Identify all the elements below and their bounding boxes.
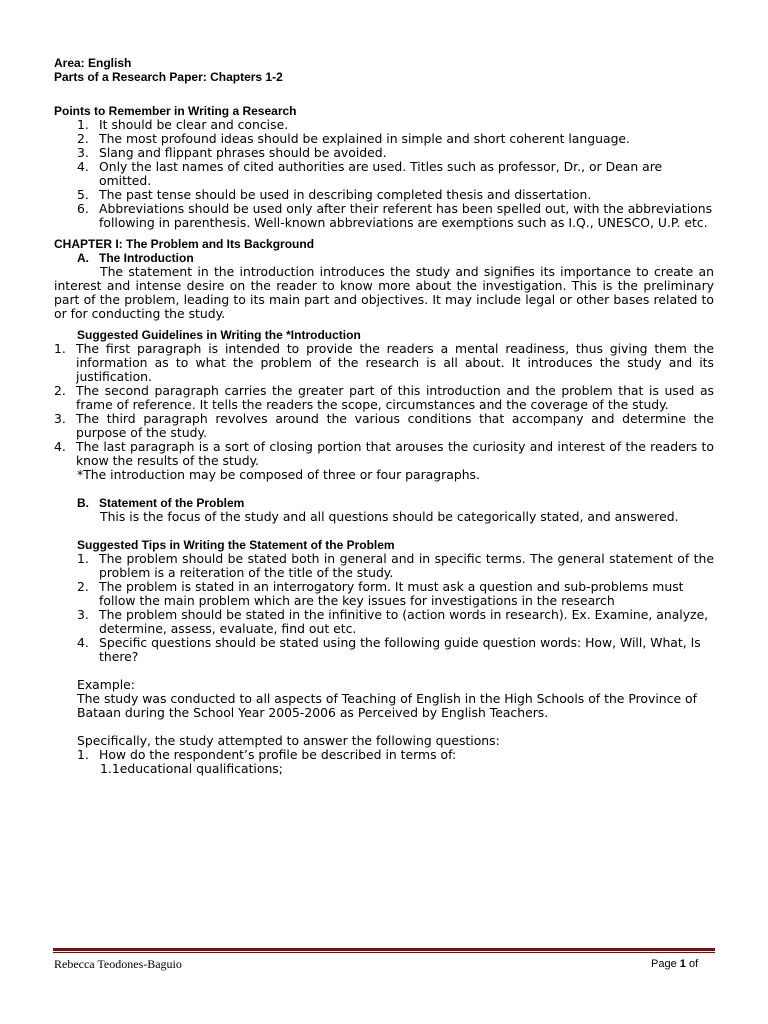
- document-title: Parts of a Research Paper: Chapters 1-2: [54, 70, 283, 84]
- guidelines-heading: Suggested Guidelines in Writing the *Introduction: [77, 328, 361, 342]
- footer-page-number: Page 1 of: [651, 958, 699, 970]
- list-item: 3. The problem should be stated in the infinitive to (action words in research). Ex. Examine, analyze, determine, assess, evaluate, find out etc.: [77, 607, 709, 636]
- points-heading: Points to Remember in Writing a Research: [54, 104, 297, 118]
- area-label: Area: English: [54, 56, 132, 70]
- list-item: 1. How do the respondent’s profile be described in terms of:: [77, 747, 457, 762]
- statement-heading: B. Statement of the Problem: [77, 496, 245, 510]
- sub-list-item: 1.1educational qualifications;: [100, 761, 283, 776]
- statement-paragraph: This is the focus of the study and all questions should be categorically stated, and answered.: [100, 509, 679, 524]
- example-label: Example:: [77, 677, 135, 692]
- tips-list: [54, 552, 714, 664]
- introduction-paragraph: The statement in the introduction introduces the study and signifies its importance to create an interest and intense desire on the reader to know more about the investigation. This is the preliminary part of the problem, leading to its main part and objectives. It may include legal or other bases related to or for conducting the study.: [54, 264, 714, 321]
- specifically-paragraph: Specifically, the study attempted to answer the following questions:: [77, 733, 500, 748]
- list-item: 1. It should be clear and concise.: [77, 117, 289, 132]
- list-item: 4. Specific questions should be stated using the following guide question words: How, Will, What, Is there?: [77, 635, 701, 664]
- list-item: 4. Only the last names of cited authorities are used. Titles such as professor, Dr., or Dean are omitted.: [77, 159, 663, 188]
- list-item: 2. The problem is stated in an interrogatory form. It must ask a question and sub-problems must follow the main problem which are the key issues for investigations in the research: [77, 579, 684, 608]
- list-item: 4. The last paragraph is a sort of closing portion that arouses the curiosity and interest of the readers to know the results of the study.: [54, 439, 714, 468]
- document-page: [54, 56, 714, 776]
- list-item: 1. The first paragraph is intended to provide the readers a mental readiness, thus giving them the information as to what the problem of the research is all about. It introduces the study and its justification.: [54, 341, 714, 384]
- list-item: 2. The most profound ideas should be explained in simple and short coherent language.: [77, 131, 630, 146]
- introduction-note: *The introduction may be composed of three or four paragraphs.: [77, 467, 480, 482]
- chapter-heading: CHAPTER I: The Problem and Its Background: [54, 237, 315, 251]
- tips-heading: Suggested Tips in Writing the Statement of the Problem: [77, 538, 395, 552]
- example-paragraph: The study was conducted to all aspects of Teaching of English in the High Schools of the Province of Bataan during the School Year 2005-2006 as Perceived by English Teachers.: [77, 691, 697, 720]
- list-item: 3. Slang and flippant phrases should be avoided.: [77, 145, 387, 160]
- list-item: 2. The second paragraph carries the greater part of this introduction and the problem that is used as frame of reference. It tells the readers the scope, circumstances and the coverage of the study.: [54, 383, 714, 412]
- list-item: 5. The past tense should be used in describing completed thesis and dissertation.: [77, 187, 592, 202]
- points-list: [54, 118, 714, 230]
- introduction-heading: A. The Introduction: [77, 251, 194, 265]
- footer-author: Rebecca Teodones-Baguio: [54, 957, 182, 971]
- list-item: 3. The third paragraph revolves around the various conditions that accompany and determine the purpose of the study.: [54, 411, 714, 440]
- list-item: 1. The problem should be stated both in general and in specific terms. The general statement of the problem is a reiteration of the title of the study.: [77, 551, 714, 580]
- list-item: 6. Abbreviations should be used only after their referent has been spelled out, with the abbreviations following in parenthesis. Well-known abbreviations are exemptions such as I.Q., UNESCO, U.P. etc.: [77, 201, 713, 230]
- guidelines-list: [54, 342, 714, 468]
